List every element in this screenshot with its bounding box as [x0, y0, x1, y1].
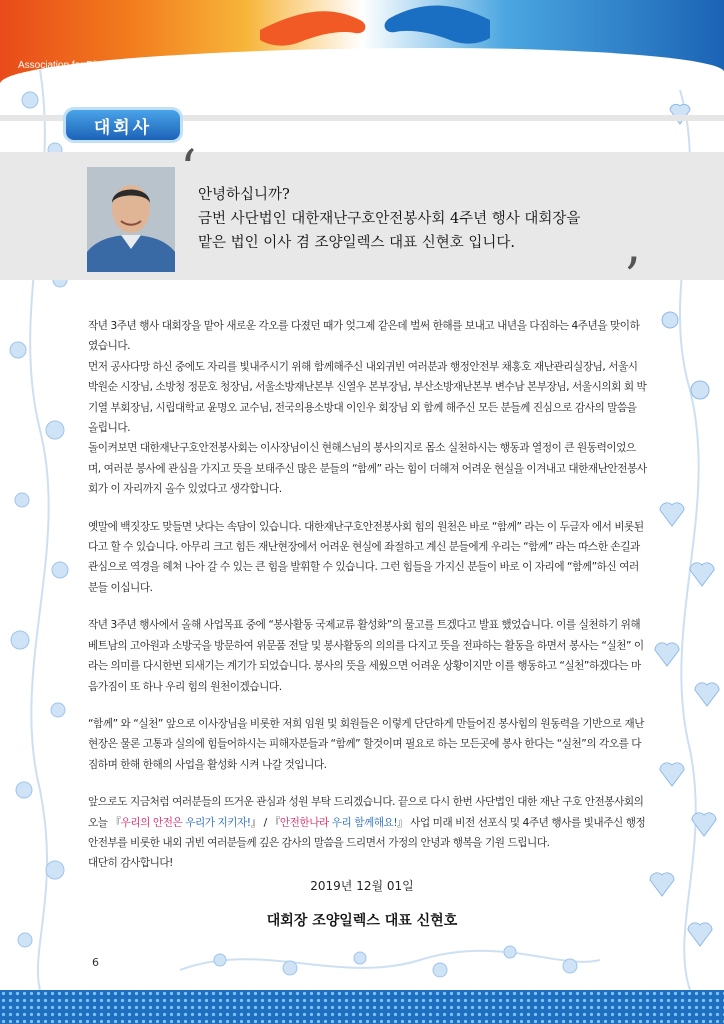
page-number: 6: [92, 956, 99, 969]
portrait-icon: [87, 167, 175, 272]
open-quote-mark: ‘: [180, 140, 197, 200]
header-band: [0, 0, 724, 90]
slogan-highlight: 우리가 지키자!: [185, 816, 251, 829]
close-quote-mark: ’: [624, 248, 641, 308]
greeting-line: 맡은 법인 이사 겸 조양일렉스 대표 신현호 입니다.: [198, 235, 516, 251]
closing-thanks: 대단히 감사합니다!: [88, 857, 173, 870]
paragraph-text: 』 사업 미래 비전 선포식 및 4주년 행사를 빛내주신 행정안전부를 비롯한 내외 귀빈 여러분들께 깊은 감사의 말씀을 드리면서 가정의 안녕과 행복을 기원 드립니다.: [88, 816, 646, 849]
paragraph: “함께” 와 “실천” 앞으로 이사장님을 비롯한 저희 임원 및 회원들은 이렇게 단단하게 만들어진 봉사힘의 원동력을 기반으로 재난현장은 물론 고통과 실의에 힘들어하시는 피해자분들과 “함께” 할것이며 필요로 하는 모든곳에 봉사 한다는 “실천”의 각오를 다짐하며 한해 한해의 사업을 활성화 시켜 나갈 것입니다.: [88, 717, 645, 771]
slogan-highlight: 우리의 안전은: [120, 816, 183, 829]
speech-body: [88, 316, 648, 891]
section-badge: 대회사: [66, 110, 180, 140]
paragraph: 작년 3주년 행사에서 올해 사업목표 중에 “봉사활동 국제교류 활성화”의 물고를 트겠다고 발표 했었습니다. 이를 실천하기 위해 베트남의 고아원과 소방국을 방문하여 위문품 전달 및 봉사활동의 의의를 다지고 뜻을 전파하는 활동을 하면서 봉사는 “실천” 이라는 의미를 다시한번 되새기는 계기가 되었습니다. 봉사의 뜻을 세웠으면 어려운 상황이지만 이를 행동하고 “실천”하겠다는 마음가짐이 또 하나 우리 힘의 원천이겠습니다.: [88, 619, 644, 693]
speaker-photo: [87, 167, 175, 272]
paragraph-text: 작년 3주년 행사 대회장을 맡아 새로운 각오를 다졌던 때가 엊그제 같은데 벌써 한해를 보내고 내년을 다짐하는 4주년을 맞이하였습니다.: [88, 320, 640, 353]
slogan-highlight: 안전한나라: [279, 816, 329, 829]
greeting-text: [198, 183, 628, 255]
org-name: Association for Disaster Relief and Safety Service in Korea: [18, 60, 279, 71]
paragraph-text: 』 / 『: [250, 816, 280, 829]
paragraph-text: 돌이켜보면 대한재난구호안전봉사회는 이사장님이신 현해스님의 봉사의지로 몸소 실천하시는 행동과 열정이 큰 원동력이었으며, 여러분 봉사에 관심을 가지고 뜻을 보태주신 많은 분들의 “함께” 라는 힘이 더해져 어려운 현실을 이겨내고 대한재난안전봉사회가 이 자리까지 올수 있었다고 생각합니다.: [88, 442, 647, 496]
slogan-highlight: 우리 함께해요!: [331, 816, 398, 829]
paragraph: [88, 792, 648, 874]
hands-illustration-icon: [260, 0, 490, 60]
paragraph: 옛말에 백짓장도 맞들면 낫다는 속담이 있습니다. 대한재난구호안전봉사회 힘의 원천은 바로 “함께” 라는 이 두글자 에서 비롯된다고 할 수 있습니다. 아무리 크고 힘든 재난현장에서 어려운 현실에 좌절하고 계신 분들에게 우리는 “함께” 라는 따스한 손길과 관심으로 역경을 헤쳐 나아 갈 수 있는 큰 힘을 발휘할 수 있습니다. 그런 힘들을 가지신 분들이 바로 이 자리에 “함께”하신 여러분들 이십니다.: [88, 520, 644, 594]
paragraph-text: 먼저 공사다망 하신 중에도 자리를 빛내주시기 위해 함께해주신 내외귀빈 여러분과 행정안전부 채홍호 재난관리실장님, 서울시 박원순 시장님, 소방청 정문호 청장님, 서울소방재난본부 신열우 본부장님, 부산소방재난본부 변수남 본부장님, 서울시의회 회 박기열 부회장님, 시립대학교 윤명오 교수님, 전국의용소방대 이인우 회장님 외 함께 해주신 모든 분들께 진심으로 감사의 말씀을 올립니다.: [88, 360, 647, 435]
greeting-line: 안녕하십니까?: [198, 187, 290, 203]
greeting-line: 금번 사단법인 대한재난구호안전봉사회 4주년 행사 대회장을: [198, 211, 581, 227]
vine-decoration-bottom-icon: [180, 930, 600, 990]
footer-band: [0, 990, 724, 1024]
signature: 대회장 조양일렉스 대표 신현호: [266, 913, 458, 929]
paragraph: [88, 316, 648, 500]
paragraph-text: 앞으로도 지금처럼 여러분들의 뜨거운 관심과 성원 부탁 드리겠습니다. 끝으로 다시 한번 사단법인 대한 재난 구호 안전봉사회의 오늘 『: [88, 796, 644, 829]
date: 2019년 12월 01일: [310, 879, 414, 893]
